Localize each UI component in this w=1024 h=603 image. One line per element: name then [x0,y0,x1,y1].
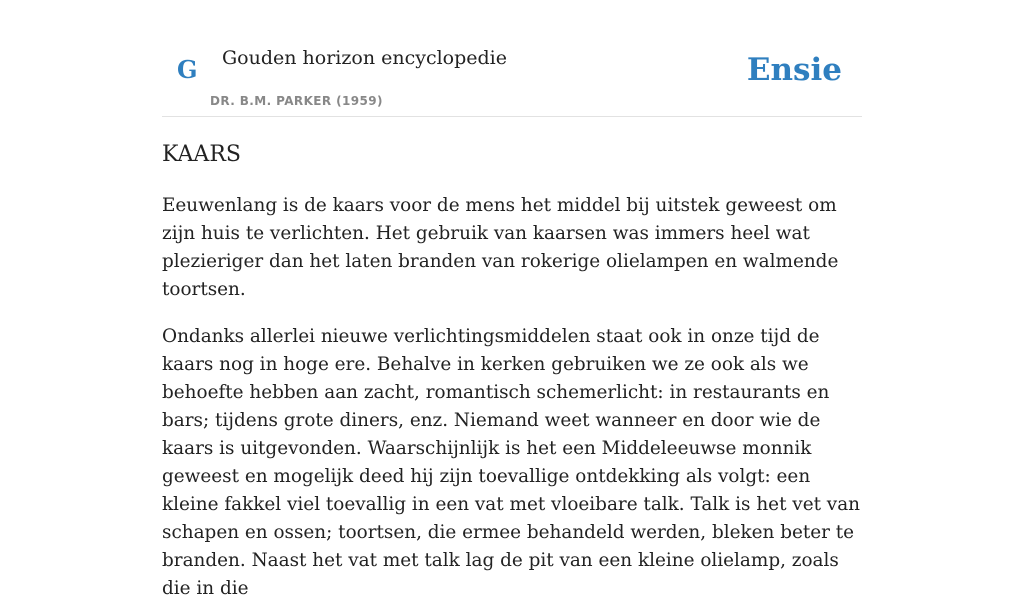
ensie-brand-link[interactable]: Ensie [746,52,842,88]
article-paragraph: Ondanks allerlei nieuwe verlichtingsmiddelen staat ook in onze tijd de kaars nog in hoge ere. Behalve in kerken gebruiken we ze ook als we behoefte hebben aan zacht, romantisch schemerlicht: in restaurants en bars; tijdens grote diners, enz. Niemand weet wanneer en door wie de kaars is uitgevonden. Waarschijnlijk is het een Middeleeuwse monnik geweest en mogelijk deed hij zijn toevallige ontdekking als volgt: een kleine fakkel viel toevallig in een vat met vloeibare talk. Talk is het vet van schapen en ossen; toortsen, die ermee behandeld werden, bleken beter te branden. Naast het vat met talk lag de pit van een kleine olielamp, zoals die in die [162,326,861,599]
article-paragraph: Eeuwenlang is de kaars voor de mens het middel bij uitstek geweest om zijn huis te verlichten. Het gebruik van kaarsen was immers heel wat plezieriger dan het laten branden van rokerige olielampen en walmende toortsen. [162,195,839,300]
article-headword: KAARS [162,142,241,167]
book-title[interactable]: Gouden horizon encyclopedie [222,47,507,69]
page-header [162,0,862,117]
book-author: DR. B.M. PARKER (1959) [210,94,383,108]
article-content [162,138,866,603]
book-logo[interactable]: G [177,55,198,84]
